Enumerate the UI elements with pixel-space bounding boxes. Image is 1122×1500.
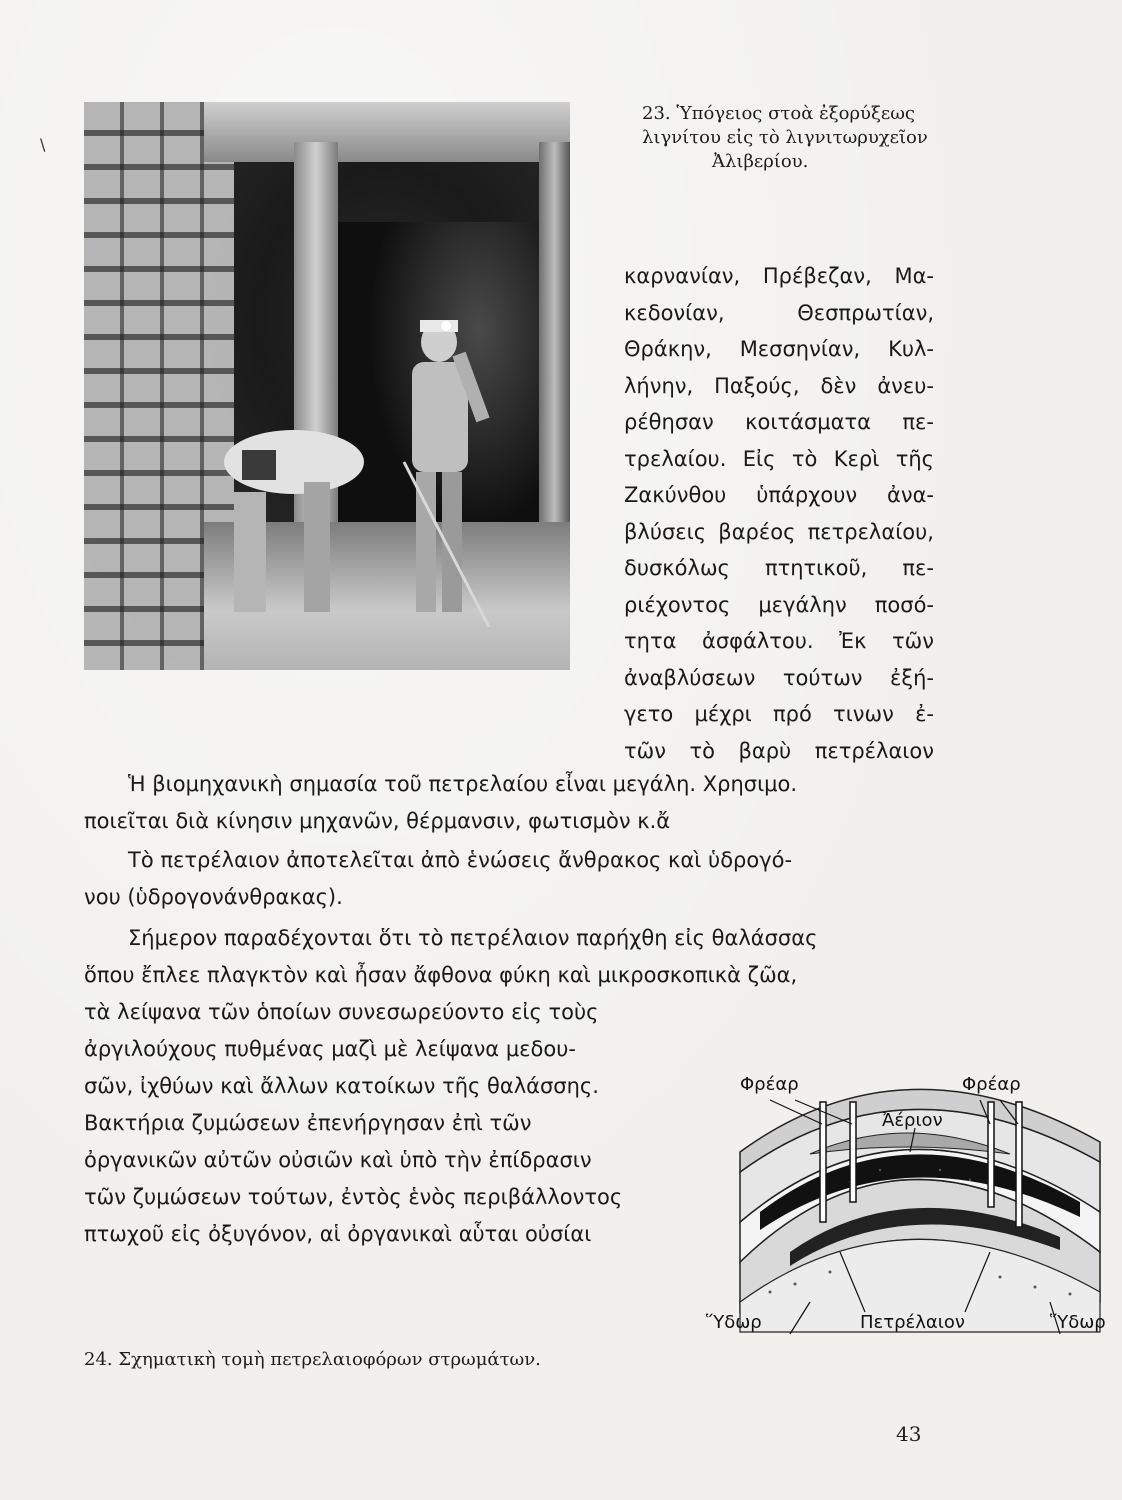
text-line: ὅπου ἔπλεε πλαγκτὸν καὶ ἦσαν ἄφθονα φύκη καὶ μικροσκοπικὰ ζῶα, [84, 963, 798, 987]
text-line: ρέθησαν κοιτάσματα πε- [624, 410, 934, 434]
paragraph-industrial-importance [84, 766, 934, 840]
diagram-label-oil: Πετρέλαιον [860, 1312, 965, 1333]
diagram-label-gas: Ἀέριον [882, 1110, 943, 1131]
text-line: ἀργιλούχους πυθμένας μαζὶ μὲ λείψανα μεδου- [84, 1037, 576, 1061]
caption-23-line-3: Ἀλιβερίου. [712, 151, 809, 172]
text-line: Ζακύνθου ὑπάρχουν ἀνα- [624, 483, 934, 507]
text-line: ἀναβλύσεων τούτων ἐξή- [624, 665, 934, 690]
bending-miner-figure [194, 422, 374, 622]
text-line: ὀργανικῶν αὐτῶν οὐσιῶν καὶ ὑπὸ τὴν ἐπίδρασιν [84, 1148, 592, 1172]
text-line: καρνανίαν, Πρέβεζαν, Μα- [624, 264, 934, 288]
text-line: Θράκην, Μεσσηνίαν, Κυλ- [624, 337, 934, 361]
text-line: τρελαίου. Εἰς τὸ Κερὶ τῆς [624, 446, 934, 471]
margin-mark: \ [40, 135, 46, 154]
figure-24-caption: 24. Σχηματικὴ τομὴ πετρελαιοφόρων στρωμάτων. [84, 1349, 541, 1370]
text-line: τητα ἀσφάλτου. Ἐκ τῶν [624, 629, 934, 653]
text-line: σῶν, ἰχθύων καὶ ἄλλων κατοίκων τῆς θαλάσσης. [84, 1074, 599, 1098]
caption-23-line-1: 23. Ὑπόγειος στοὰ ἐξορύξεως [642, 103, 915, 124]
text-line: Σήμερον παραδέχονται ὅτι τὸ πετρέλαιον παρήχθη εἰς θαλάσσας [128, 926, 818, 950]
text-line: δυσκόλως πτητικοῦ, πε- [624, 556, 934, 580]
text-line: τὰ λείψανα τῶν ὁποίων συνεσωρεύοντο εἰς τοὺς [84, 1000, 599, 1024]
photo-beam [204, 102, 570, 162]
text-line: τῶν ζυμώσεων τούτων, ἐντὸς ἑνὸς περιβάλλοντος [84, 1185, 623, 1209]
diagram-label-well-left: Φρέαρ [740, 1074, 799, 1095]
text-line: ποιεῖται διὰ κίνησιν μηχανῶν, θέρμανσιν, φωτισμὸν κ.ἄ [84, 809, 671, 833]
text-line: τῶν τὸ βαρὺ πετρέλαιον [624, 738, 934, 763]
diagram-label-well-right: Φρέαρ [962, 1074, 1021, 1095]
page-number: 43 [896, 1422, 922, 1446]
text-line: γετο μέχρι πρό τινων ἐ- [624, 702, 934, 726]
oil-strata-diagram [700, 1062, 1110, 1342]
text-line: Ἡ βιομηχανικὴ σημασία τοῦ πετρελαίου εἶναι μεγάλη. Χρησιμο. [128, 772, 798, 796]
text-line: Βακτήρια ζυμώσεων ἐπενήργησαν ἐπὶ τῶν [84, 1111, 532, 1135]
side-column-text [624, 258, 934, 769]
text-line: νου (ὑδρογονάνθρακας). [84, 885, 343, 909]
text-line: Τὸ πετρέλαιον ἀποτελεῖται ἀπὸ ἑνώσεις ἄνθρακος καὶ ὑδρογό- [128, 848, 793, 872]
mine-photo [84, 102, 570, 670]
diagram-label-water-left: Ὕδωρ [706, 1312, 762, 1333]
caption-23-line-2: λιγνίτου εἰς τὸ λιγνιτωρυχεῖον [642, 127, 928, 148]
text-line: πτωχοῦ εἰς ὀξυγόνον, αἱ ὀργανικαὶ αὗται οὐσίαι [84, 1222, 592, 1246]
text-line: κεδονίαν, Θεσπρωτίαν, [624, 300, 934, 325]
strata-cross-section [700, 1062, 1110, 1342]
figure-23-caption [642, 102, 942, 174]
paragraph-composition [84, 842, 934, 916]
diagram-label-water-right: Ὕδωρ [1050, 1312, 1106, 1333]
standing-miner-figure [384, 312, 494, 632]
text-line: λήνην, Παξούς, δὲν ἀνευ- [624, 373, 934, 398]
text-line: βλύσεις βαρέος πετρελαίου, [624, 519, 934, 544]
text-line: ριέχοντος μεγάλην ποσό- [624, 592, 934, 617]
